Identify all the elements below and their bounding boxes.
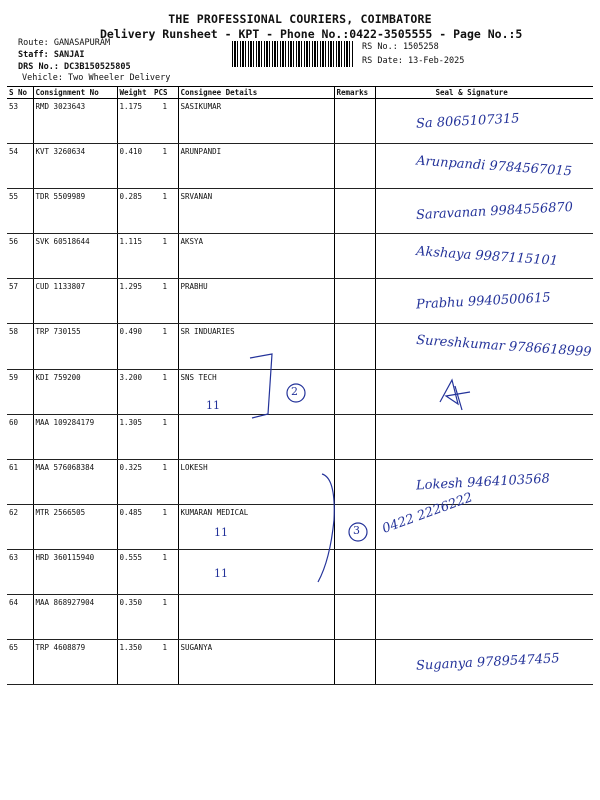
handwritten-signature: Akshaya 9987115101 <box>415 244 558 270</box>
pcs-cell: 1 <box>152 595 178 640</box>
consignment-cell: MAA 576068384 <box>33 459 117 504</box>
pcs-cell: 1 <box>152 369 178 414</box>
bracket-group-3 <box>318 474 334 582</box>
consignee-cell: AKSYA <box>178 234 334 279</box>
rs-number: RS No.: 1505258 <box>362 42 439 52</box>
consignment-cell: MAA 868927904 <box>33 595 117 640</box>
weight-cell: 0.285 <box>117 189 152 234</box>
weight-cell: 0.485 <box>117 504 152 549</box>
pcs-cell: 1 <box>152 414 178 459</box>
ditto-row-60: 11 <box>206 399 220 412</box>
sno-cell: 59 <box>7 369 33 414</box>
consignment-cell: MTR 2566505 <box>33 504 117 549</box>
weight-cell: 1.295 <box>117 279 152 324</box>
weight-cell: 3.200 <box>117 369 152 414</box>
handwritten-signature: Sa 8065107315 <box>415 111 520 132</box>
ditto-row-63: 11 <box>214 526 228 539</box>
consignee-cell: SNS TECH <box>178 369 334 414</box>
weight-cell: 1.175 <box>117 99 152 144</box>
col-weight: Weight <box>117 87 152 99</box>
pcs-cell: 1 <box>152 640 178 685</box>
pcs-cell: 1 <box>152 324 178 369</box>
sno-cell: 53 <box>7 99 33 144</box>
pcs-cell: 1 <box>152 459 178 504</box>
col-pcs: PCS <box>152 87 178 99</box>
ditto-row-64: 11 <box>214 567 228 580</box>
consignment-cell: SVK 60518644 <box>33 234 117 279</box>
handwritten-signature: Prabhu 9940500615 <box>415 290 551 313</box>
weight-cell: 1.305 <box>117 414 152 459</box>
group3-number: 3 <box>353 524 360 537</box>
consignee-cell: PRABHU <box>178 279 334 324</box>
handwritten-signature: Arunpandi 9784567015 <box>415 153 572 180</box>
sno-cell: 54 <box>7 144 33 189</box>
sno-cell: 55 <box>7 189 33 234</box>
staff-label: Staff: SANJAI <box>18 50 85 60</box>
col-consignee: Consignee Details <box>178 87 334 99</box>
pcs-cell: 1 <box>152 144 178 189</box>
sno-cell: 63 <box>7 549 33 594</box>
weight-cell: 0.325 <box>117 459 152 504</box>
handwritten-signature: Saravanan 9984556870 <box>415 200 573 224</box>
weight-cell: 0.410 <box>117 144 152 189</box>
consignment-cell: TRP 730155 <box>33 324 117 369</box>
consignment-cell: CUD 1133807 <box>33 279 117 324</box>
weight-cell: 0.490 <box>117 324 152 369</box>
sno-cell: 61 <box>7 459 33 504</box>
consignment-cell: KVT 3260634 <box>33 144 117 189</box>
pcs-cell: 1 <box>152 99 178 144</box>
group3-signature: 0422 2226222 <box>380 490 475 537</box>
pcs-cell: 1 <box>152 234 178 279</box>
consignee-cell: KUMARAN MEDICAL <box>178 504 334 549</box>
sno-cell: 60 <box>7 414 33 459</box>
weight-cell: 0.555 <box>117 549 152 594</box>
weight-cell: 0.350 <box>117 595 152 640</box>
handwritten-signature: Suganya 9789547455 <box>415 651 560 674</box>
pcs-cell: 1 <box>152 279 178 324</box>
route-label: Route: GANASAPURAM <box>18 38 111 48</box>
weight-cell: 1.115 <box>117 234 152 279</box>
handwritten-signature: Sureshkumar 9786618999 <box>415 333 592 361</box>
col-signature: Seal & Signature <box>375 87 593 99</box>
col-remarks: Remarks <box>334 87 375 99</box>
consignee-cell: SUGANYA <box>178 640 334 685</box>
pcs-cell: 1 <box>152 189 178 234</box>
col-consignment: Consignment No <box>33 87 117 99</box>
weight-cell: 1.350 <box>117 640 152 685</box>
drs-number: DRS No.: DC3B150525805 <box>18 62 131 72</box>
consignment-cell: TRP 4608879 <box>33 640 117 685</box>
consignment-cell: KDI 759200 <box>33 369 117 414</box>
sno-cell: 64 <box>7 595 33 640</box>
consignment-cell: TDR 5509989 <box>33 189 117 234</box>
bracket-group-2 <box>250 354 272 418</box>
company-title: THE PROFESSIONAL COURIERS, COIMBATORE <box>168 12 432 26</box>
consignee-cell: ARUNPANDI <box>178 144 334 189</box>
col-sno: S No <box>7 87 33 99</box>
consignee-cell: SR INDUARIES <box>178 324 334 369</box>
consignment-cell: HRD 360115940 <box>33 549 117 594</box>
sno-cell: 62 <box>7 504 33 549</box>
vehicle-label: Vehicle: Two Wheeler Delivery <box>22 73 171 83</box>
consignee-cell: SASIKUMAR <box>178 99 334 144</box>
sno-cell: 56 <box>7 234 33 279</box>
consignment-cell: RMD 3023643 <box>33 99 117 144</box>
rs-date: RS Date: 13-Feb-2025 <box>362 56 465 66</box>
scribble-signature <box>440 380 470 410</box>
consignee-cell: SRVANAN <box>178 189 334 234</box>
consignment-cell: MAA 109284179 <box>33 414 117 459</box>
handwritten-signature: Lokesh 9464103568 <box>415 471 550 494</box>
runsheet-subtitle: Delivery Runsheet - KPT - Phone No.:0422-3505555 - Page No.:5 <box>100 27 523 41</box>
sno-cell: 57 <box>7 279 33 324</box>
group2-number: 2 <box>291 385 298 398</box>
consignee-cell: LOKESH <box>178 459 334 504</box>
sno-cell: 65 <box>7 640 33 685</box>
sno-cell: 58 <box>7 324 33 369</box>
pcs-cell: 1 <box>152 504 178 549</box>
pcs-cell: 1 <box>152 549 178 594</box>
